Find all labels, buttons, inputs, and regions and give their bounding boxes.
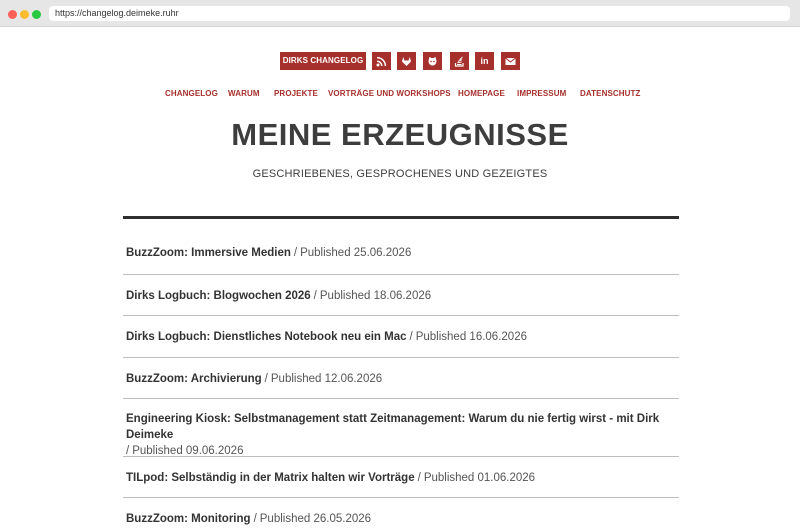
- page-subtitle: GESCHRIEBENES, GESPROCHENES UND GEZEIGTES: [252, 168, 548, 180]
- brand-button[interactable]: DIRKS CHANGELOG: [280, 52, 366, 70]
- post-title-link[interactable]: Dirks Logbuch: Blogwochen 2026: [126, 290, 311, 302]
- post-published: Published 01.06.2026: [423, 472, 536, 484]
- stackoverflow-icon[interactable]: [450, 52, 469, 70]
- minimize-window-button[interactable]: [20, 10, 29, 19]
- linkedin-glyph: in: [480, 56, 489, 66]
- nav-item-warum[interactable]: WARUM: [228, 89, 260, 98]
- linkedin-icon[interactable]: [475, 52, 494, 70]
- maximize-window-button[interactable]: [32, 10, 41, 19]
- post-published: Published 25.06.2026: [300, 247, 412, 259]
- post-separator: /: [417, 472, 421, 484]
- list-item: [123, 358, 679, 399]
- post-separator: /: [126, 445, 130, 457]
- address-bar[interactable]: https://changelog.deimeke.ruhr: [49, 6, 790, 21]
- post-title-link[interactable]: BuzzZoom: Archivierung: [126, 373, 262, 385]
- list-item: [123, 457, 679, 498]
- post-title-link[interactable]: TILpod: Selbständig in der Matrix halten wir Vorträge: [126, 472, 415, 484]
- gitlab-icon[interactable]: [397, 52, 416, 70]
- post-published: Published 12.06.2026: [270, 373, 383, 385]
- nav-item-datenschutz[interactable]: DATENSCHUTZ: [580, 89, 641, 98]
- list-item: [123, 219, 679, 275]
- email-icon[interactable]: [501, 52, 520, 70]
- post-title-link[interactable]: Engineering Kiosk: Selbstmanagement statt Zeitmanagement: Warum du nie fertig wirst - mit Dirk Deimeke: [126, 413, 660, 441]
- nav-item-homepage[interactable]: HOMEPAGE: [458, 89, 505, 98]
- browser-chrome: [0, 0, 800, 27]
- list-item: [123, 316, 679, 358]
- list-item: [123, 498, 679, 528]
- post-published: Published 18.06.2026: [319, 290, 432, 302]
- post-title-link[interactable]: BuzzZoom: Monitoring: [126, 513, 251, 525]
- post-separator: /: [264, 373, 268, 385]
- nav-item-vortraege[interactable]: VORTRÄGE UND WORKSHOPS: [328, 89, 451, 98]
- post-separator: /: [409, 331, 413, 343]
- post-separator: /: [313, 290, 317, 302]
- social-bar: [0, 52, 800, 70]
- nav-item-projekte[interactable]: PROJEKTE: [274, 89, 318, 98]
- post-published: Published 16.06.2026: [415, 331, 527, 343]
- post-title-link[interactable]: Dirks Logbuch: Dienstliches Notebook neu ein Mac: [126, 331, 407, 343]
- page-title: MEINE ERZEUGNISSE: [231, 117, 569, 152]
- post-published: Published 09.06.2026: [132, 445, 244, 457]
- post-separator: /: [253, 513, 257, 525]
- post-list: [123, 219, 679, 528]
- github-icon[interactable]: [423, 52, 442, 70]
- list-item: [123, 275, 679, 316]
- nav-item-changelog[interactable]: CHANGELOG: [165, 89, 218, 98]
- nav-item-impressum[interactable]: IMPRESSUM: [517, 89, 567, 98]
- post-title-link[interactable]: BuzzZoom: Immersive Medien: [126, 247, 291, 259]
- list-item: [123, 399, 679, 457]
- close-window-button[interactable]: [8, 10, 17, 19]
- rss-icon[interactable]: [372, 52, 391, 70]
- main-nav: [0, 89, 800, 101]
- post-separator: /: [293, 247, 298, 259]
- post-published: Published 26.05.2026: [259, 513, 372, 525]
